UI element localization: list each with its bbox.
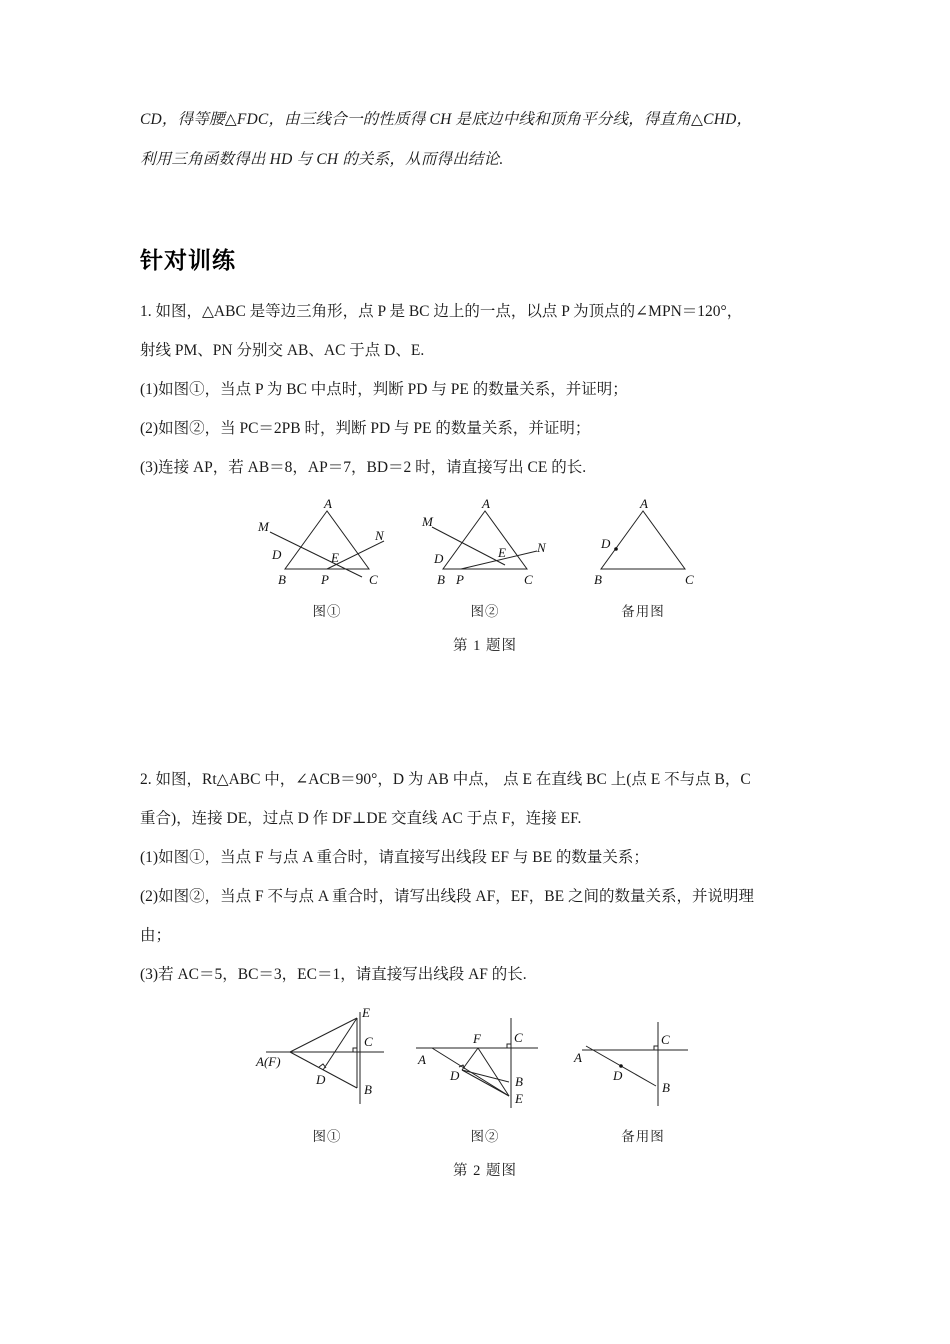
label-a: A: [482, 499, 490, 511]
label-a: A: [324, 499, 332, 511]
label-a: A: [418, 1052, 426, 1067]
label-n: N: [375, 528, 384, 543]
problem2-sub-3: (3)若 AC＝5，BC＝3，EC＝1，请直接写出线段 AF 的长.: [140, 966, 527, 983]
label-p: P: [456, 572, 464, 587]
problem1-figure-3: [568, 499, 718, 620]
problem1-sub-2: (2)如图②，当 PC＝2PB 时，判断 PD 与 PE 的数量关系，并证明；: [140, 420, 591, 437]
right-angle-c: [507, 1044, 511, 1048]
intro-line-1: CD，得等腰△FDC，由三线合一的性质得 CH 是底边中线和顶角平分线，得直角△CHD，: [140, 111, 753, 128]
label-d: D: [316, 1072, 326, 1087]
problem2-sub-1: (1)如图①，当点 F 与点 A 重合时，请直接写出线段 EF 与 BE 的数量关系；: [140, 849, 649, 866]
label-m: M: [258, 519, 269, 534]
intro-paragraph: [140, 100, 830, 180]
problem2-figure-1-drawing: [252, 1004, 402, 1119]
page-content: [140, 0, 830, 1180]
problem1-sub-1: (1)如图①，当点 P 为 BC 中点时，判断 PD 与 PE 的数量关系，并证明；: [140, 381, 628, 398]
segment-de: [462, 1070, 509, 1096]
right-angle-d: [319, 1064, 326, 1068]
label-d: D: [601, 536, 611, 551]
problem1-figure-2: [410, 499, 560, 620]
problem1-figure-1: [252, 499, 402, 620]
label-d: D: [450, 1068, 460, 1083]
ray-pm: [270, 532, 362, 577]
problem1-figure-2-drawing: [410, 499, 560, 594]
problem2-sub-2-line-2: 由；: [140, 927, 172, 944]
triangle-abc: [601, 511, 685, 569]
label-d: D: [272, 547, 282, 562]
label-d: D: [613, 1068, 623, 1083]
problem2-figure-row: [140, 1004, 830, 1145]
label-m: M: [422, 514, 433, 529]
label-b: B: [278, 572, 286, 587]
label-b: B: [515, 1074, 523, 1089]
problem2-figure-3-drawing: [568, 1004, 718, 1119]
label-e: E: [515, 1091, 523, 1106]
right-angle-c: [654, 1046, 658, 1050]
label-b: B: [437, 572, 445, 587]
segment-fe: [478, 1048, 509, 1096]
problem1-stem-line-2: 射线 PM、PN 分别交 AB、AC 于点 D、E.: [140, 342, 425, 359]
label-c: C: [369, 572, 378, 587]
problem2-figure-3-label: 备用图: [621, 1129, 665, 1144]
problem2-figure-3: [568, 1004, 718, 1145]
problem1-figure-row: [140, 499, 830, 620]
problem1-figure-3-label: 备用图: [621, 604, 665, 619]
problem2-sub-2-line-1: (2)如图②，当点 F 不与点 A 重合时，请写出线段 AF，EF，BE 之间的数量关系，并说明理: [140, 888, 754, 905]
label-e: E: [498, 545, 506, 560]
label-p: P: [321, 572, 329, 587]
problem2-figure-caption: 第 2 题图: [453, 1163, 517, 1179]
label-e: E: [362, 1005, 370, 1020]
segment-de: [323, 1018, 357, 1070]
label-c: C: [524, 572, 533, 587]
problem2-stem-line-1: 2. 如图，Rt△ABC 中，∠ACB＝90°，D 为 AB 中点， 点 E 在直线 BC 上(点 E 不与点 B，C: [140, 771, 751, 788]
problem2-figure-2-drawing: [410, 1004, 560, 1119]
triangle-abc: [443, 511, 527, 569]
label-b: B: [594, 572, 602, 587]
problem2-figure-2-label: 图②: [470, 1129, 500, 1144]
problem1-figure-3-drawing: [568, 499, 718, 594]
label-a: A: [574, 1050, 582, 1065]
label-e: E: [331, 550, 339, 565]
problem1-figure-1-label: 图①: [312, 604, 342, 619]
problem1-figure-1-drawing: [252, 499, 402, 594]
section-title: 针对训练: [140, 248, 236, 274]
point-d-dot: [614, 547, 618, 551]
intro-line-2: 利用三角函数得出 HD 与 CH 的关系，从而得出结论.: [140, 151, 504, 168]
problem2-figure-2: [410, 1004, 560, 1145]
problem1-sub-3: (3)连接 AP，若 AB＝8，AP＝7，BD＝2 时，请直接写出 CE 的长.: [140, 459, 587, 476]
label-c: C: [685, 572, 694, 587]
label-b: B: [364, 1082, 372, 1097]
right-angle-c: [353, 1048, 357, 1052]
label-b: B: [662, 1080, 670, 1095]
label-a: A: [640, 499, 648, 511]
problem2-stem-line-2: 重合)，连接 DE，过点 D 作 DF⊥DE 交直线 AC 于点 F，连接 EF.: [140, 810, 582, 827]
segment-db: [462, 1070, 509, 1082]
segment-ae: [290, 1018, 357, 1052]
problem2-figure-1: [252, 1004, 402, 1145]
problem1-figure-caption: 第 1 题图: [453, 638, 517, 654]
label-a-f: A(F): [256, 1054, 281, 1069]
label-n: N: [537, 540, 546, 555]
label-c: C: [364, 1034, 373, 1049]
label-d: D: [434, 551, 444, 566]
problem2-figure-1-label: 图①: [312, 1129, 342, 1144]
label-f: F: [473, 1031, 481, 1046]
label-c: C: [661, 1032, 670, 1047]
problem1-stem-line-1: 1. 如图，△ABC 是等边三角形，点 P 是 BC 边上的一点，以点 P 为顶点的∠MPN＝120°，: [140, 303, 743, 320]
problem1-figure-2-label: 图②: [470, 604, 500, 619]
label-c: C: [514, 1030, 523, 1045]
